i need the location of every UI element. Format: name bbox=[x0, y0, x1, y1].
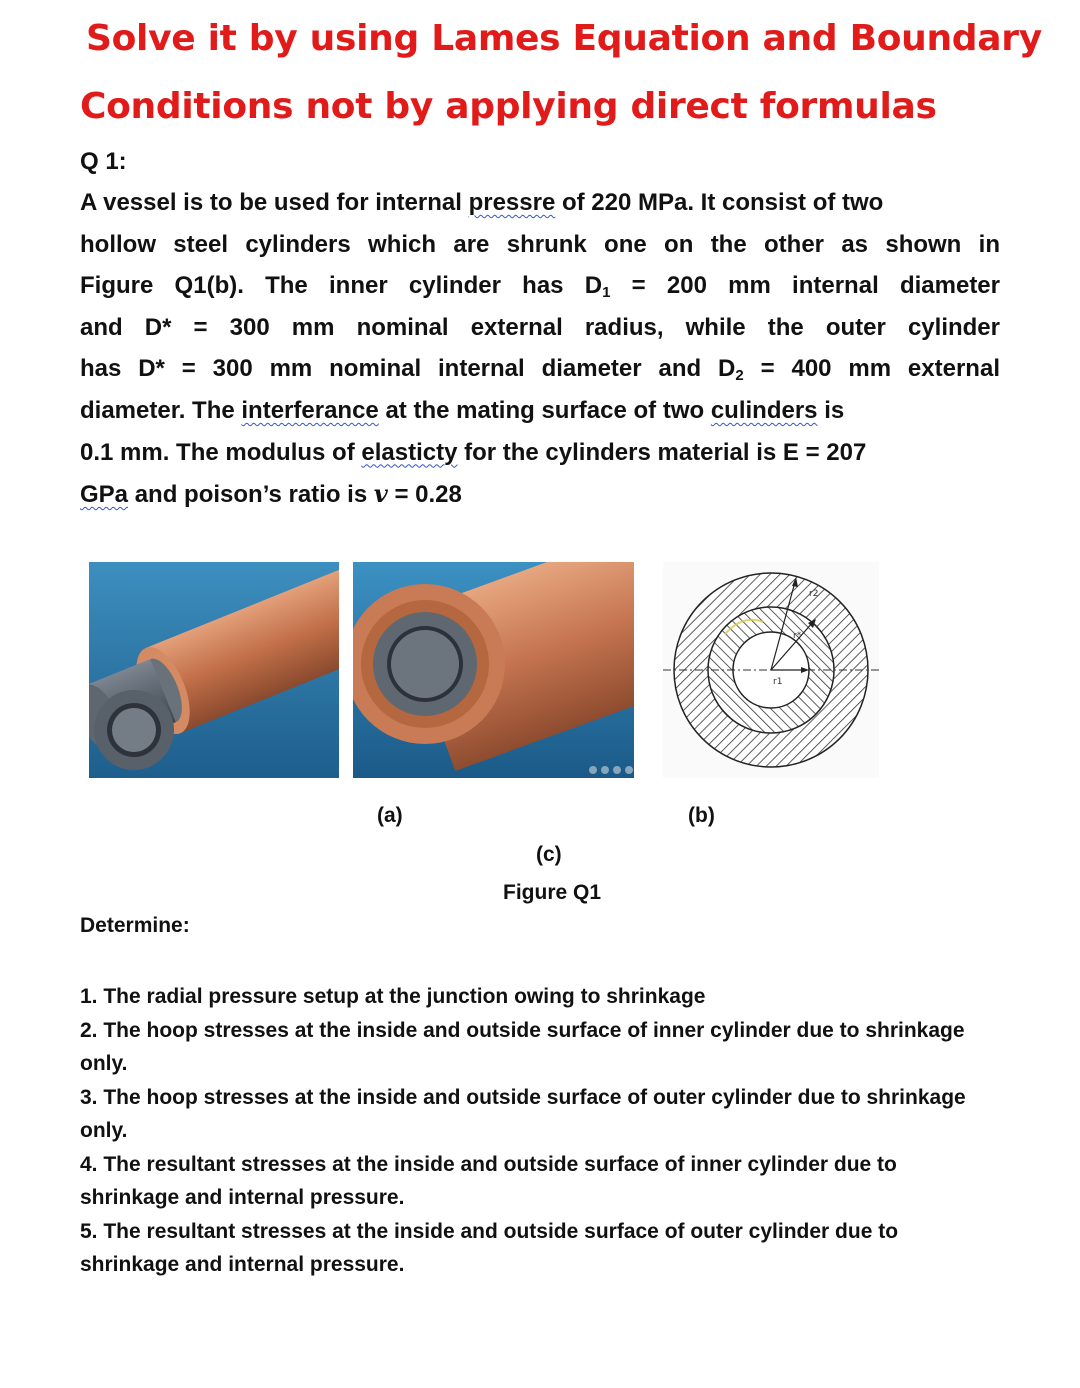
diagram-label-r2: r2 bbox=[809, 589, 819, 599]
determine-label: Determine: bbox=[80, 914, 190, 937]
diagram-label-r1: r1 bbox=[773, 677, 783, 687]
diagram-label-rstar: r* bbox=[793, 631, 802, 641]
question-line-6: diameter. The interferance at the mating surface of two culinders is bbox=[80, 396, 845, 424]
task-item-1: 1. The radial pressure setup at the junction owing to shrinkage bbox=[80, 985, 706, 1008]
question-line-7: 0.1 mm. The modulus of elasticty for the cylinders material is E = 207 bbox=[80, 438, 867, 466]
figure-image-c bbox=[353, 562, 634, 778]
question-line-3: Figure Q1(b). The inner cylinder has $D_1 = 200$ mm internal diameter bbox=[80, 272, 1000, 302]
question-label: Q 1: bbox=[80, 148, 127, 175]
caption-a: (a) bbox=[377, 804, 403, 827]
figure-diagram-b bbox=[663, 562, 879, 778]
task-item-4: 4. The resultant stresses at the inside and outside surface of inner cylinder due to shrinkage and internal pressure. bbox=[80, 1152, 897, 1209]
question-line-2: hollow steel cylinders which are shrunk one on the other as shown in bbox=[80, 230, 1000, 258]
question-line-8: GPa and poison’s ratio is 𝒗 = 0.28 bbox=[80, 479, 462, 509]
heading-line-2: Conditions not by applying direct formulas bbox=[80, 86, 937, 127]
caption-b: (b) bbox=[688, 804, 715, 827]
caption-c: (c) bbox=[536, 843, 562, 866]
question-line-1: A vessel is to be used for internal pressre of 220 MPa. It consist of two bbox=[80, 189, 884, 216]
task-item-5: 5. The resultant stresses at the inside and outside surface of outer cylinder due to shrinkage and internal pressure. bbox=[80, 1219, 899, 1276]
task-item-2: 2. The hoop stresses at the inside and outside surface of inner cylinder due to shrinkage only. bbox=[80, 1018, 965, 1075]
question-line-5: has D* = 300 mm nominal internal diameter and $D_2 = 400$ mm external bbox=[80, 355, 1000, 385]
question-line-4: and D* = 300 mm nominal external radius, while the outer cylinder bbox=[80, 313, 1000, 341]
task-list bbox=[80, 980, 1000, 1282]
figure-title: Figure Q1 bbox=[503, 881, 602, 904]
task-item-3: 3. The hoop stresses at the inside and outside surface of outer cylinder due to shrinkage only. bbox=[80, 1085, 966, 1142]
figure-image-a bbox=[89, 562, 339, 778]
question-paragraph bbox=[80, 182, 1000, 515]
heading-line-1: Solve it by using Lames Equation and Boundary bbox=[86, 18, 1042, 59]
